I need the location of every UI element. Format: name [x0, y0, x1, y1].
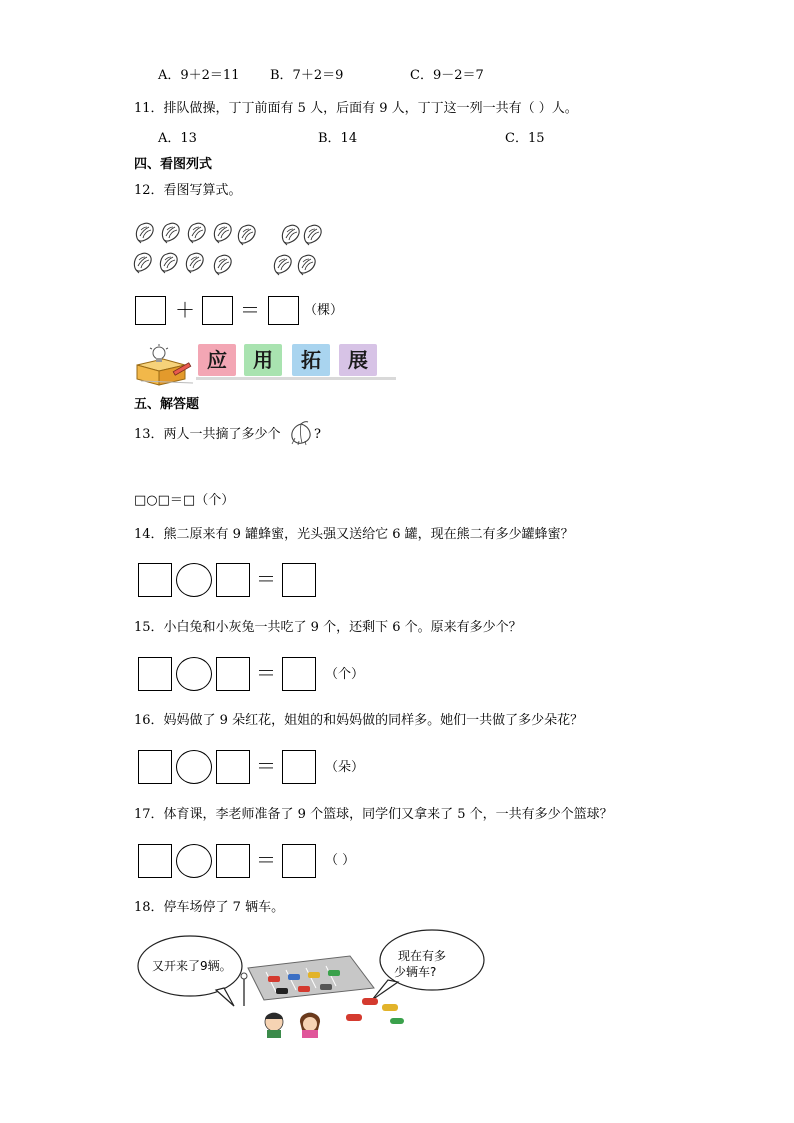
q13-question: 13．两人一共摘了多少个 [134, 427, 281, 442]
cabbage-picture [132, 218, 327, 280]
q12-question: 12．看图写算式。 [134, 183, 242, 198]
girl-figure [300, 1013, 320, 1038]
q16-answer-box-3[interactable] [282, 750, 316, 784]
banner-tile-1 [198, 344, 236, 376]
banner-shadow [196, 377, 396, 380]
q12-equals-sign: ＝ [240, 298, 260, 322]
q18-right-bubble-line-1: 现在有多 [398, 949, 447, 963]
q14-operator-circle[interactable] [176, 563, 212, 597]
q17-equals-sign: ＝ [256, 848, 276, 872]
q13-formula: □○□＝□（个） [134, 493, 235, 508]
banner-tile-2 [244, 344, 282, 376]
banner-tile-4-char: 展 [348, 348, 368, 372]
q17-question: 17．体育课，李老师准备了 9 个篮球，同学们又拿来了 5 个，一共有多少个篮球？ [134, 807, 613, 822]
q16-unit: （朵） [325, 760, 365, 775]
q15-answer-box-1[interactable] [138, 657, 172, 691]
q14-answer-box-1[interactable] [138, 563, 172, 597]
q16-answer-box-1[interactable] [138, 750, 172, 784]
cabbage-icon-group-right [274, 225, 321, 275]
q15-operator-circle[interactable] [176, 657, 212, 691]
banner-tile-2-char: 用 [253, 348, 273, 372]
q10-option-c: C．9－2＝7 [410, 68, 484, 83]
banner-tile-3-char: 拓 [301, 348, 321, 372]
q17-answer-box-1[interactable] [138, 844, 172, 878]
q15-equals-sign: ＝ [256, 661, 276, 685]
q12-answer-box-3[interactable] [268, 296, 299, 325]
q14-equals-sign: ＝ [256, 567, 276, 591]
parking-lot-illustration [136, 926, 488, 1038]
q18-question: 18．停车场停了 7 辆车。 [134, 900, 285, 915]
q18-left-bubble-text: 又开来了9辆。 [152, 959, 232, 973]
box-lightbulb-icon [133, 343, 195, 387]
arriving-car [362, 998, 378, 1005]
q10-option-b: B．7＋2＝9 [270, 68, 344, 83]
q15-question: 15．小白兔和小灰兔一共吃了 9 个，还剩下 6 个。原来有多少个？ [134, 620, 522, 635]
q14-answer-box-2[interactable] [216, 563, 250, 597]
q11-option-a: A．13 [158, 131, 197, 146]
banner-tile-3 [292, 344, 330, 376]
q11-question: 11．排队做操，丁丁前面有 5 人，后面有 9 人，丁丁这一列一共有（ ）人。 [134, 101, 578, 116]
q17-answer-box-2[interactable] [216, 844, 250, 878]
q11-option-b: B．14 [318, 131, 358, 146]
q17-operator-circle[interactable] [176, 844, 212, 878]
arriving-car [346, 1014, 362, 1021]
q18-right-bubble-line-2: 少辆车? [394, 965, 437, 979]
q16-answer-box-2[interactable] [216, 750, 250, 784]
arriving-car [382, 1004, 398, 1011]
q12-answer-box-1[interactable] [135, 296, 166, 325]
arriving-car [390, 1018, 404, 1024]
q15-answer-box-3[interactable] [282, 657, 316, 691]
q16-operator-circle[interactable] [176, 750, 212, 784]
q14-answer-box-3[interactable] [282, 563, 316, 597]
q13-question-mark: ? [314, 427, 321, 442]
cabbage-icon-group-left-top [136, 223, 255, 245]
q14-question: 14．熊二原来有 9 罐蜂蜜，光头强又送给它 6 罐，现在熊二有多少罐蜂蜜？ [134, 527, 574, 542]
q16-question: 16．妈妈做了 9 朵红花，姐姐的和妈妈做的同样多。她们一共做了多少朵花？ [134, 713, 584, 728]
q17-answer-box-3[interactable] [282, 844, 316, 878]
boy-figure [265, 1013, 283, 1038]
banner-tile-4 [339, 344, 377, 376]
peach-icon [288, 420, 314, 446]
section-4-title: 四、看图列式 [134, 157, 213, 172]
cabbage-icon-group-left-bottom [134, 253, 231, 275]
q12-unit: （棵） [304, 303, 344, 318]
section-5-title: 五、解答题 [134, 397, 200, 412]
q12-answer-box-2[interactable] [202, 296, 233, 325]
q16-equals-sign: ＝ [256, 754, 276, 778]
q15-answer-box-2[interactable] [216, 657, 250, 691]
banner-tile-1-char: 应 [207, 348, 227, 372]
q12-plus-sign: ＋ [175, 298, 195, 322]
q10-option-a: A．9＋2＝11 [158, 68, 240, 83]
q15-unit: （个） [325, 667, 365, 682]
q11-option-c: C．15 [505, 131, 545, 146]
q17-unit: （ ） [325, 853, 356, 868]
